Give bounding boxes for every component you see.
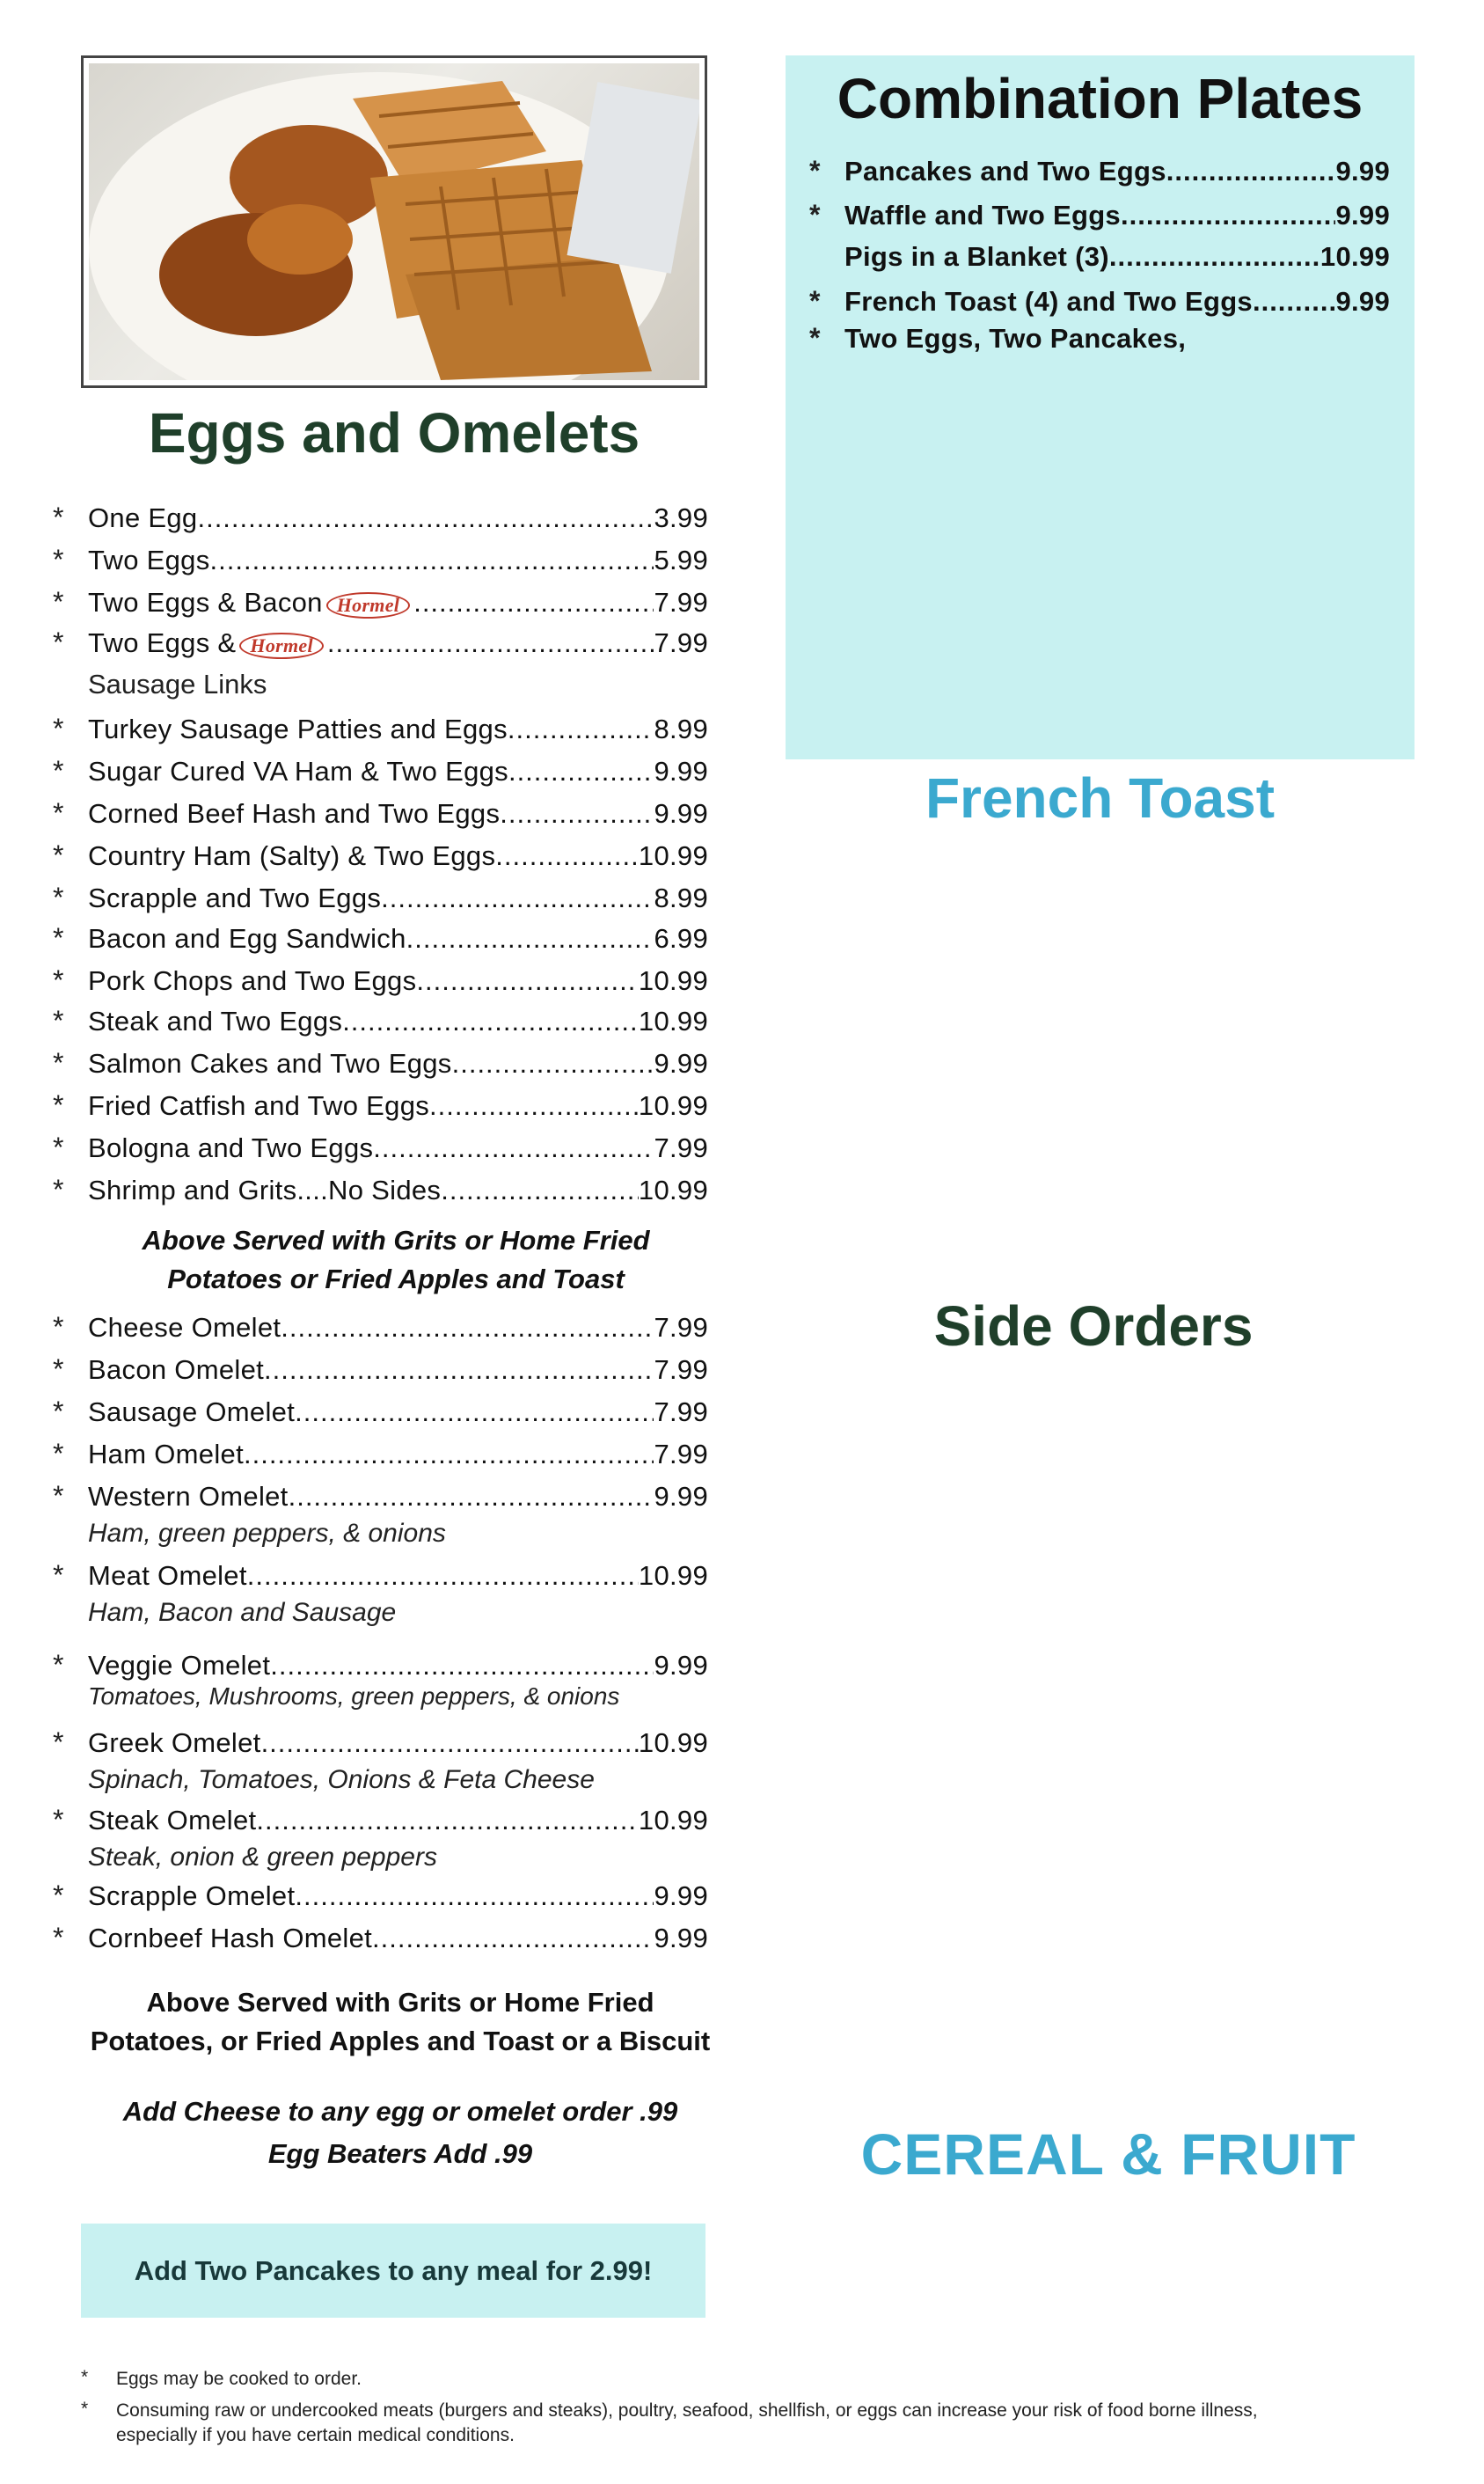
item-price: 10.99	[638, 1560, 708, 1591]
served-note: Above Served with Grits or Home Fried	[142, 1225, 650, 1256]
asterisk-icon: *	[53, 1649, 64, 1681]
item-price: 7.99	[654, 627, 708, 658]
item-name: One Egg	[88, 502, 198, 533]
french-toast-heading: French Toast	[925, 766, 1276, 830]
asterisk-icon: *	[53, 1005, 64, 1037]
leader-dots	[295, 1880, 654, 1912]
asterisk-icon: *	[53, 1353, 64, 1385]
leader-dots	[441, 1175, 639, 1206]
item-name: Turkey Sausage Patties and Eggs	[88, 714, 508, 744]
leader-dots	[508, 714, 654, 745]
leader-dots	[295, 1396, 654, 1428]
asterisk-icon: *	[809, 155, 821, 187]
asterisk-icon: *	[53, 922, 64, 954]
asterisk-icon: *	[53, 1311, 64, 1343]
asterisk-icon: *	[53, 1174, 64, 1205]
menu-item-row	[53, 1353, 708, 1386]
menu-item-row	[53, 755, 708, 788]
item-price: 10.99	[638, 840, 708, 871]
item-name: Sugar Cured VA Ham & Two Eggs	[88, 756, 508, 787]
item-price: 9.99	[1335, 286, 1390, 317]
asterisk-icon: *	[53, 713, 64, 744]
item-price: 10.99	[638, 1006, 708, 1037]
menu-item-row	[53, 922, 708, 955]
leader-dots	[244, 1439, 654, 1470]
menu-item-row	[809, 322, 1390, 355]
menu-item-row	[53, 1480, 708, 1513]
item-price: 9.99	[654, 1048, 708, 1079]
item-name: Fried Catfish and Two Eggs	[88, 1090, 430, 1121]
item-price: 7.99	[654, 1312, 708, 1343]
menu-item-row	[53, 626, 708, 659]
leader-dots	[247, 1560, 639, 1592]
leader-dots	[256, 1805, 639, 1836]
leader-dots	[1253, 286, 1335, 318]
item-name: Salmon Cakes and Two Eggs	[88, 1048, 452, 1079]
item-name: Steak and Two Eggs	[88, 1006, 343, 1037]
asterisk-icon: *	[53, 1047, 64, 1079]
menu-item-row	[53, 1804, 708, 1836]
menu-item-row	[53, 1922, 708, 1954]
item-price: 7.99	[654, 1132, 708, 1163]
item-name: Greek Omelet	[88, 1727, 261, 1758]
item-name: Pancakes and Two Eggs	[844, 156, 1166, 187]
leader-dots	[373, 1132, 654, 1164]
menu-item-row	[53, 1132, 708, 1164]
item-price: 9.99	[654, 1880, 708, 1911]
hormel-logo: Hormel	[326, 592, 410, 619]
asterisk-icon: *	[53, 1559, 64, 1591]
menu-item-row	[809, 241, 1390, 273]
leader-dots	[381, 883, 654, 914]
pancake-promo-text: Add Two Pancakes to any meal for 2.99!	[134, 2254, 653, 2286]
item-price: 6.99	[654, 923, 708, 954]
menu-item-row	[53, 1438, 708, 1470]
item-price: 7.99	[654, 1439, 708, 1469]
asterisk-icon: *	[53, 1438, 64, 1469]
item-description: Steak, onion & green peppers	[88, 1843, 437, 1872]
leader-dots	[406, 923, 654, 955]
item-name: Shrimp and Grits....No Sides	[88, 1175, 442, 1205]
asterisk-icon: *	[53, 882, 64, 913]
menu-item-row	[53, 839, 708, 872]
asterisk-icon: *	[53, 626, 64, 658]
item-description: Tomatoes, Mushrooms, green peppers, & onions	[88, 1682, 620, 1710]
asterisk-icon: *	[809, 322, 821, 354]
leader-dots	[281, 1312, 654, 1344]
item-name: Scrapple and Two Eggs	[88, 883, 382, 913]
served-note: Above Served with Grits or Home Fried	[146, 1987, 654, 2018]
menu-item-row	[53, 1649, 708, 1682]
side-orders-heading: Side Orders	[933, 1294, 1254, 1358]
leader-dots	[500, 798, 654, 830]
item-name: Bologna and Two Eggs	[88, 1132, 374, 1163]
asterisk-icon: *	[53, 1922, 64, 1953]
item-price: 7.99	[654, 587, 708, 618]
leader-dots	[1166, 156, 1336, 187]
food-illustration	[89, 63, 699, 380]
item-name: Sausage Omelet	[88, 1396, 296, 1427]
item-name: Steak Omelet	[88, 1805, 257, 1836]
item-name: Meat Omelet	[88, 1560, 247, 1591]
item-price: 7.99	[654, 1396, 708, 1427]
served-note: Potatoes or Fried Apples and Toast	[167, 1264, 625, 1294]
menu-item-row	[53, 502, 708, 534]
leader-dots	[289, 1481, 654, 1513]
item-name: Pigs in a Blanket (3)	[844, 241, 1109, 272]
item-name: Two Eggs	[88, 545, 210, 575]
asterisk-icon: *	[53, 1879, 64, 1911]
menu-item-row	[53, 1559, 708, 1592]
asterisk-icon: *	[53, 964, 64, 996]
leader-dots	[413, 587, 654, 619]
cereal-fruit-heading: CEREAL & FRUIT	[860, 2121, 1356, 2187]
item-name: Waffle and Two Eggs	[844, 200, 1121, 231]
leader-dots	[264, 1354, 654, 1386]
egg-beaters-note: Egg Beaters Add .99	[267, 2138, 533, 2169]
menu-item-row	[53, 1089, 708, 1122]
item-name: Western Omelet	[88, 1481, 289, 1512]
item-price: 10.99	[638, 1805, 708, 1836]
item-name: Country Ham (Salty) & Two Eggs	[88, 840, 496, 871]
leader-dots	[1109, 241, 1320, 273]
combination-plates-heading: Combination Plates	[837, 67, 1363, 130]
leader-dots	[452, 1048, 654, 1080]
menu-item-row	[53, 797, 708, 830]
asterisk-icon: *	[53, 502, 64, 533]
menu-item-row	[809, 199, 1390, 231]
item-description: Ham, green peppers, & onions	[88, 1519, 446, 1548]
item-name: Veggie Omelet	[88, 1650, 271, 1681]
item-price: 5.99	[654, 545, 708, 575]
leader-dots	[270, 1650, 654, 1682]
menu-item-row	[53, 1174, 708, 1206]
asterisk-icon: *	[53, 1480, 64, 1512]
item-name: Two Eggs &	[88, 627, 237, 658]
menu-item-row	[53, 1311, 708, 1344]
menu-item-row	[53, 713, 708, 745]
menu-item-row	[53, 1005, 708, 1037]
cheese-note: Add Cheese to any egg or omelet order .99	[122, 2096, 678, 2127]
asterisk-icon: *	[53, 1089, 64, 1121]
item-name: Ham Omelet	[88, 1439, 244, 1469]
item-description: Spinach, Tomatoes, Onions & Feta Cheese	[88, 1765, 595, 1794]
asterisk-icon: *	[809, 199, 821, 231]
item-price: 10.99	[638, 965, 708, 996]
item-name: Corned Beef Hash and Two Eggs	[88, 798, 501, 829]
menu-item-row	[53, 1726, 708, 1759]
menu-item-row	[53, 964, 708, 997]
item-name: Scrapple Omelet	[88, 1880, 296, 1911]
asterisk-icon: *	[53, 755, 64, 787]
leader-dots	[197, 502, 654, 534]
item-description: Ham, Bacon and Sausage	[88, 1598, 397, 1627]
leader-dots	[495, 840, 639, 872]
menu-item-row	[809, 155, 1390, 187]
asterisk-icon: *	[53, 544, 64, 575]
item-price: 9.99	[654, 1650, 708, 1681]
item-name: Two Eggs & Bacon	[88, 587, 323, 618]
asterisk-icon: *	[809, 285, 821, 317]
eggs-omelets-heading: Eggs and Omelets	[148, 401, 640, 465]
asterisk-icon: *	[53, 797, 64, 829]
item-description: Sausage Links	[88, 669, 267, 700]
item-price: 8.99	[654, 883, 708, 913]
menu-item-row	[53, 544, 708, 576]
footer-line-3: especially if you have certain medical conditions.	[116, 2425, 515, 2445]
leader-dots	[372, 1923, 654, 1954]
menu-item-row	[53, 1396, 708, 1428]
item-price: 9.99	[654, 1923, 708, 1953]
asterisk-icon: *	[53, 1804, 64, 1836]
leader-dots	[261, 1727, 639, 1759]
item-price: 9.99	[654, 798, 708, 829]
footer-line-2: Consuming raw or undercooked meats (burgers and steaks), poultry, seafood, shellfish, or eggs can increase your risk of food borne illness,	[116, 2400, 1258, 2421]
item-price: 9.99	[654, 756, 708, 787]
item-price: 9.99	[654, 1481, 708, 1512]
item-name: French Toast (4) and Two Eggs	[844, 286, 1253, 317]
item-price: 3.99	[654, 502, 708, 533]
leader-dots	[508, 756, 654, 788]
footer-line-1: Eggs may be cooked to order.	[116, 2369, 362, 2389]
item-price: 10.99	[638, 1175, 708, 1205]
asterisk-icon: *	[53, 839, 64, 871]
asterisk-icon: *	[53, 1726, 64, 1758]
leader-dots	[416, 965, 639, 997]
menu-item-row	[809, 285, 1390, 318]
hormel-logo: Hormel	[239, 633, 323, 659]
item-name: Cornbeef Hash Omelet	[88, 1923, 373, 1953]
pancake-promo-box	[81, 2224, 705, 2318]
item-name: Two Eggs, Two Pancakes,	[844, 323, 1187, 354]
footer-star-2: *	[81, 2399, 89, 2419]
asterisk-icon: *	[53, 1396, 64, 1427]
menu-item-row	[53, 586, 708, 619]
leader-dots	[429, 1090, 639, 1122]
item-price: 9.99	[1335, 156, 1390, 187]
item-price: 10.99	[638, 1727, 708, 1758]
item-price: 9.99	[1335, 200, 1390, 231]
asterisk-icon: *	[53, 1132, 64, 1163]
served-note: Potatoes, or Fried Apples and Toast or a Biscuit	[90, 2026, 711, 2056]
leader-dots	[327, 627, 654, 659]
asterisk-icon: *	[53, 586, 64, 618]
item-price: 10.99	[1320, 241, 1390, 272]
item-name: Bacon and Egg Sandwich	[88, 923, 406, 954]
menu-item-row	[53, 1047, 708, 1080]
menu-item-row	[53, 1879, 708, 1912]
item-price: 7.99	[654, 1354, 708, 1385]
leader-dots	[342, 1006, 639, 1037]
item-name: Pork Chops and Two Eggs	[88, 965, 417, 996]
item-name: Bacon Omelet	[88, 1354, 265, 1385]
leader-dots	[210, 545, 654, 576]
item-name: Cheese Omelet	[88, 1312, 281, 1343]
menu-item-row	[53, 882, 708, 914]
leader-dots	[1121, 200, 1335, 231]
chicken-and-waffles-photo	[81, 55, 707, 388]
item-price: 10.99	[638, 1090, 708, 1121]
item-price: 8.99	[654, 714, 708, 744]
footer-star-1: *	[81, 2367, 89, 2387]
